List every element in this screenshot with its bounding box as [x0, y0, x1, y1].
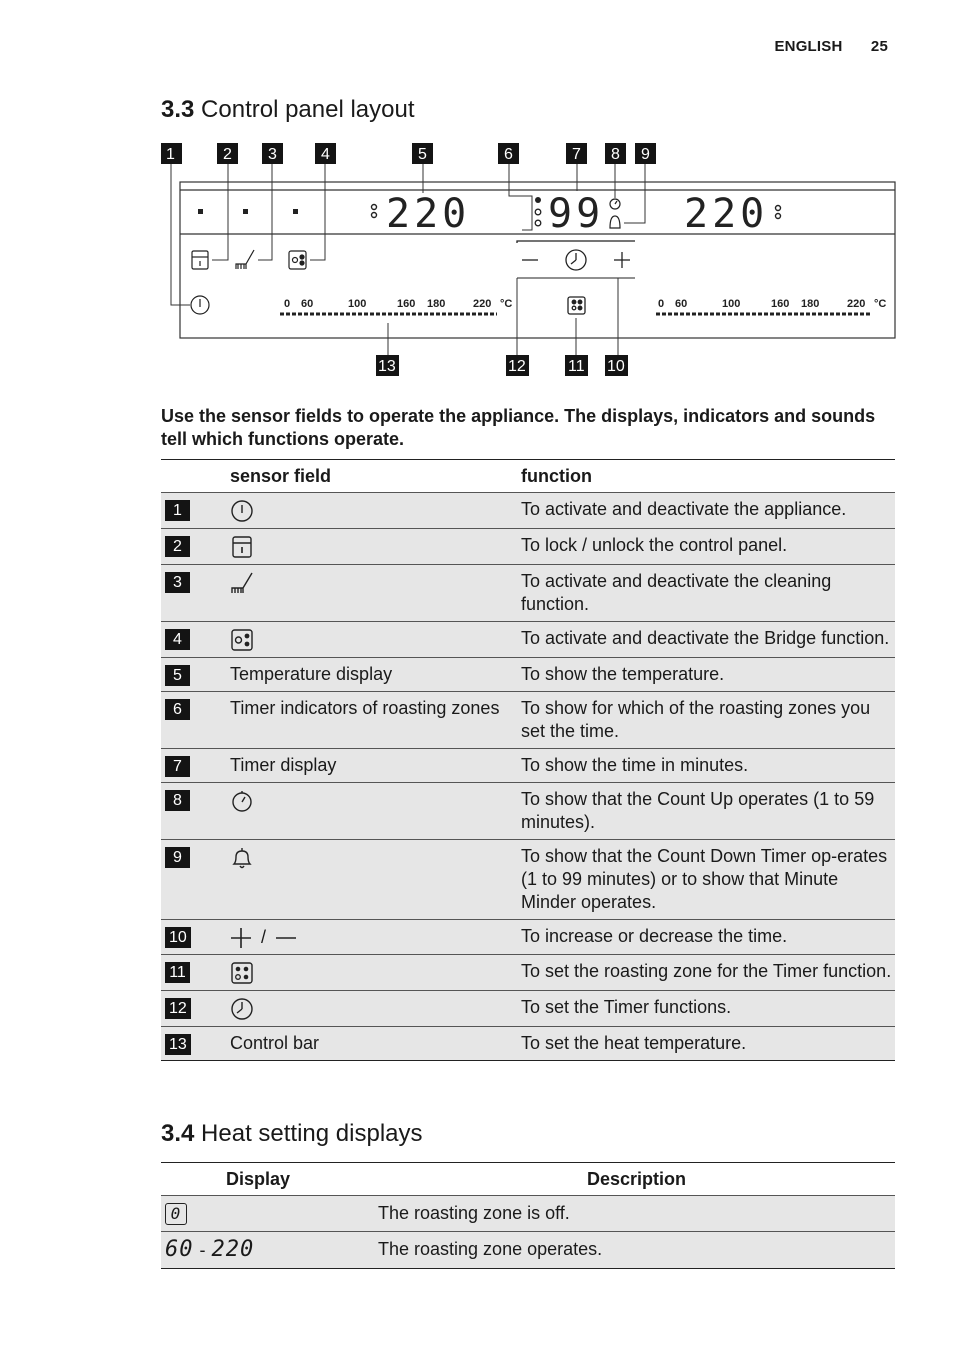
- function-text: To activate and deactivate the Bridge function.: [521, 628, 890, 648]
- svg-text:12: 12: [508, 358, 526, 375]
- plus-icon: [230, 927, 252, 949]
- cleaning-brush-icon: [230, 571, 254, 595]
- svg-text:220: 220: [473, 298, 492, 310]
- row-number: 9: [165, 847, 190, 868]
- power-icon: [230, 499, 254, 523]
- function-text: To activate and deactivate the cleaning function.: [521, 571, 832, 614]
- table-row: [161, 840, 895, 920]
- bell-icon: [610, 216, 620, 228]
- plus-minus-separator: /: [261, 926, 267, 947]
- sensor-field-text: Timer indicators of roasting zones: [230, 698, 500, 718]
- svg-text:1: 1: [166, 146, 175, 163]
- function-text: To show for which of the roasting zones you set the time.: [521, 698, 871, 741]
- function-text: To set the roasting zone for the Timer function.: [521, 960, 892, 981]
- svg-text:°C: °C: [874, 298, 887, 310]
- row-number: 13: [165, 1034, 191, 1055]
- row-number: 8: [165, 790, 190, 811]
- header-display: Display: [161, 1163, 378, 1196]
- svg-text:11: 11: [568, 358, 585, 375]
- function-text: To show that the Count Down Timer op-erates (1 to 99 minutes) or to show that Minute Minder operates.: [521, 846, 888, 912]
- svg-text:160: 160: [771, 298, 790, 310]
- bridge-icon: [230, 628, 254, 652]
- timer-display-value: 99: [548, 191, 605, 237]
- header-function: function: [521, 460, 895, 493]
- zone-select-icon: [568, 297, 585, 314]
- svg-text:100: 100: [722, 298, 741, 310]
- row-number: 1: [165, 500, 190, 521]
- header-sensor-field: sensor field: [230, 460, 521, 493]
- zone-select-icon: [230, 961, 254, 985]
- callout-labels-bottom: [376, 355, 628, 376]
- table-row: [161, 493, 895, 529]
- row-number: 5: [165, 665, 190, 686]
- heat-setting-table: [161, 1162, 895, 1269]
- temperature-display-right: 220: [684, 191, 769, 237]
- table-row: [161, 954, 895, 990]
- svg-text:100: 100: [348, 298, 367, 310]
- intro-text: Use the sensor fields to operate the appliance. The displays, indicators and sounds tell which functions operate.: [161, 406, 876, 449]
- svg-text:13: 13: [378, 358, 396, 375]
- sensor-field-table: [161, 459, 895, 1061]
- function-text: To set the Timer functions.: [521, 996, 732, 1017]
- table-row: [161, 529, 895, 565]
- page-number: 25: [870, 38, 888, 55]
- svg-text:180: 180: [801, 298, 820, 310]
- description-text: The roasting zone is off.: [378, 1203, 570, 1223]
- stopwatch-icon: [230, 789, 254, 813]
- display-range-separator: -: [199, 1240, 206, 1260]
- function-text: To set the heat temperature.: [521, 1032, 747, 1053]
- minus-icon: [275, 927, 297, 949]
- svg-text:10: 10: [607, 358, 625, 375]
- svg-text:2: 2: [223, 146, 232, 163]
- svg-text:0: 0: [284, 298, 291, 310]
- svg-text:4: 4: [321, 146, 330, 163]
- function-text: To lock / unlock the control panel.: [521, 535, 788, 555]
- sensor-field-text: Temperature display: [230, 664, 393, 684]
- table-row: [161, 1196, 895, 1232]
- table-row: [161, 658, 895, 692]
- sensor-field-text: Timer display: [230, 755, 337, 775]
- table-row: [161, 565, 895, 622]
- cleaning-brush-icon: [236, 250, 254, 269]
- function-text: To show that the Count Up operates (1 to 59 minutes).: [521, 789, 875, 832]
- table-row: [161, 990, 895, 1026]
- section-title-heat-setting: [161, 1120, 423, 1148]
- callout-labels-top: [161, 143, 656, 164]
- table-row: [161, 692, 895, 749]
- header-description: Description: [378, 1163, 895, 1196]
- control-bar-left: [284, 298, 512, 310]
- row-number: 2: [165, 536, 190, 557]
- table-row: [161, 1232, 895, 1269]
- svg-text:8: 8: [611, 146, 620, 163]
- display-range-from: 60: [165, 1237, 194, 1262]
- display-off-value: 0: [165, 1203, 187, 1225]
- section-title-text: Control panel layout: [201, 96, 415, 123]
- function-text: To activate and deactivate the appliance.: [521, 499, 847, 519]
- table-row: [161, 749, 895, 783]
- row-number: 4: [165, 629, 190, 650]
- bell-icon: [230, 846, 254, 870]
- lock-icon: [230, 535, 254, 559]
- svg-text:160: 160: [397, 298, 416, 310]
- timer-zone-indicators: [535, 197, 541, 226]
- clock-icon: [230, 997, 254, 1021]
- row-number: 3: [165, 572, 190, 593]
- sensor-field-text: Control bar: [230, 1032, 320, 1053]
- control-panel-diagram: [150, 138, 900, 383]
- svg-text:5: 5: [418, 146, 427, 163]
- svg-text:220: 220: [847, 298, 866, 310]
- section-title-control-panel: [161, 96, 415, 124]
- row-number: 6: [165, 699, 190, 720]
- control-bar-right: [658, 298, 886, 310]
- svg-text:7: 7: [572, 146, 581, 163]
- svg-text:60: 60: [301, 298, 314, 310]
- table-row: [161, 622, 895, 658]
- section-number: 3.3: [161, 96, 195, 123]
- svg-text:60: 60: [675, 298, 688, 310]
- table-row: [161, 920, 895, 955]
- page-header: [774, 38, 888, 55]
- function-text: To increase or decrease the time.: [521, 926, 788, 946]
- svg-text:3: 3: [268, 146, 277, 163]
- table-row: [161, 783, 895, 840]
- display-range-to: 220: [211, 1237, 255, 1262]
- svg-text:180: 180: [427, 298, 446, 310]
- row-number: 10: [165, 927, 191, 948]
- table-row: [161, 1026, 895, 1060]
- svg-text:°C: °C: [500, 298, 513, 310]
- temperature-display-left: [372, 191, 471, 237]
- row-number: 7: [165, 756, 190, 777]
- section-number: 3.4: [161, 1120, 195, 1147]
- function-text: To show the temperature.: [521, 664, 725, 684]
- svg-text:0: 0: [658, 298, 665, 310]
- zone-indicators: [198, 209, 298, 214]
- svg-text:9: 9: [641, 146, 650, 163]
- section-title-text: Heat setting displays: [201, 1120, 423, 1147]
- language-label: ENGLISH: [774, 38, 843, 55]
- temperature-display-value: 220: [386, 191, 471, 237]
- function-text: To show the time in minutes.: [521, 755, 749, 775]
- row-number: 11: [165, 962, 190, 983]
- row-number: 12: [165, 998, 191, 1019]
- description-text: The roasting zone operates.: [378, 1239, 603, 1259]
- lock-icon: [192, 251, 208, 269]
- svg-text:6: 6: [504, 146, 513, 163]
